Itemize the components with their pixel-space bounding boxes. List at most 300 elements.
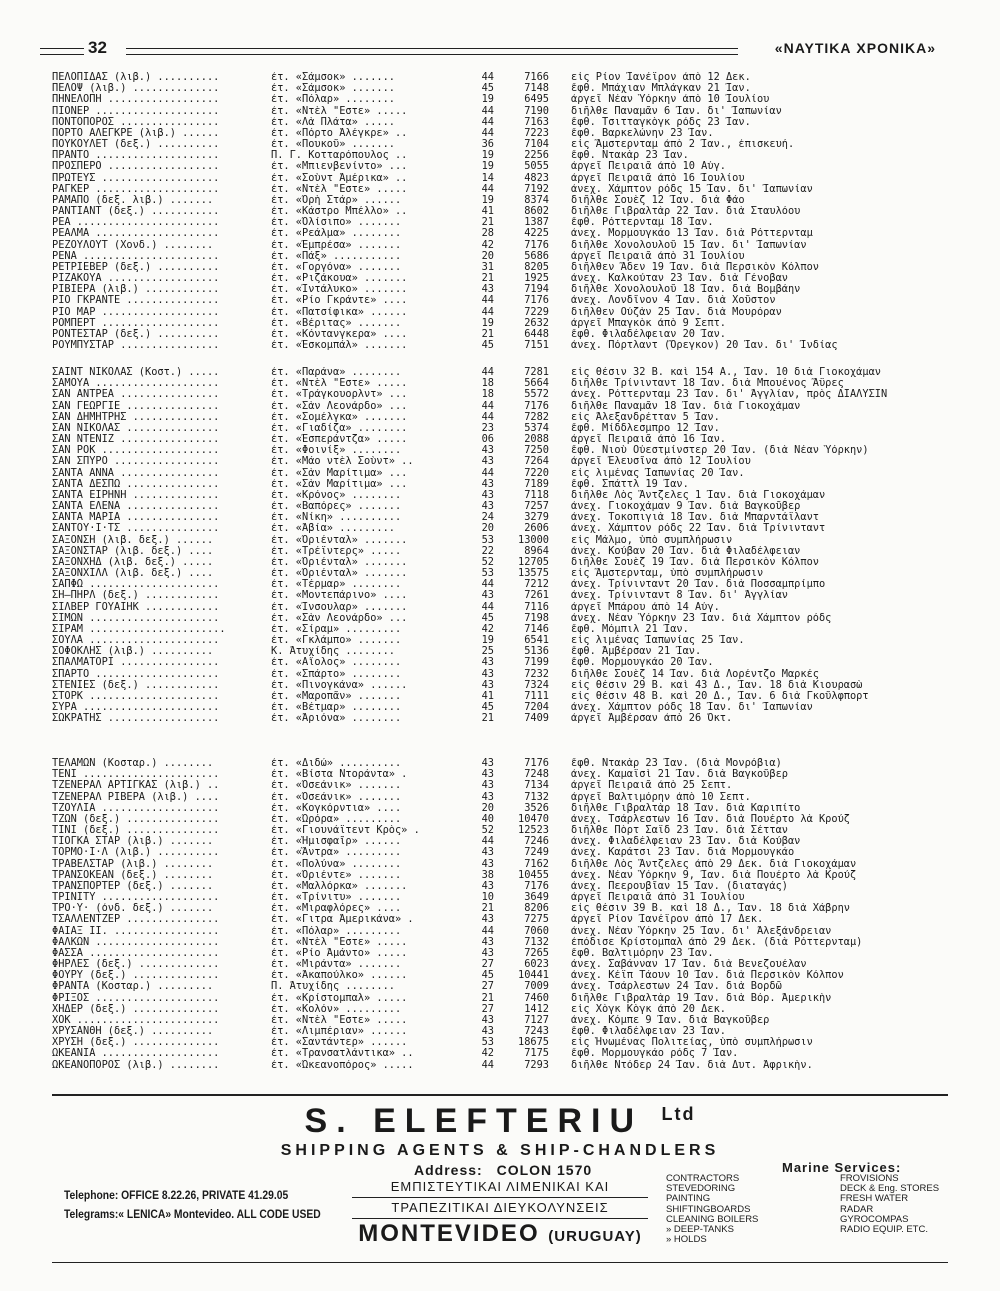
ship-row bbox=[52, 512, 948, 523]
ship-movement: εἰς Ἄμστερνταμ ἀπὸ 2 Ἰαν., ἐπισκευή. bbox=[571, 139, 795, 151]
ship-name: ΣΑΞΟΝΣΤΑΡ (λιβ. δεξ.) .... bbox=[52, 545, 214, 557]
ship-name: ΣΑΝΤΑ ΑΝΝΑ ................ bbox=[52, 467, 220, 479]
ship-dwt: 44 bbox=[481, 467, 494, 479]
ship-name: ΣΑΝΤΟΥ·Ι·ΤΣ ............... bbox=[52, 523, 220, 535]
ship-dwt: 43 bbox=[481, 489, 494, 501]
ship-row bbox=[52, 814, 948, 825]
ship-number: 7132 bbox=[524, 936, 549, 948]
ship-movement: ἀνεχ. Χάμπτον ρόδς 22 Ἰαν. διὰ Τρίνινταντ bbox=[571, 523, 826, 535]
ship-number: 7163 bbox=[524, 116, 549, 128]
ship-name: ΣΑΠΦΩ ..................... bbox=[52, 579, 220, 591]
ship-number: 7232 bbox=[524, 668, 549, 680]
ad-marine-services-title: Marine Services: bbox=[782, 1160, 902, 1175]
ship-movement: διῆλθε Γιβραλτὰρ 22 Ἰαν. διὰ Σταυλόου bbox=[571, 206, 801, 218]
ship-name: ΤΣΑΛΛΕΝΤΖΕΡ ............... bbox=[52, 914, 220, 926]
ship-dwt: 45 bbox=[481, 83, 494, 95]
ship-type: Π. Ἀτυχίδης ........ bbox=[271, 981, 395, 993]
ship-number: 7275 bbox=[524, 914, 549, 926]
ship-movement: εἰς θέσιν 39 Β. καὶ 18 Δ., Ἰαν. 18 διὰ Χάβρην bbox=[571, 903, 850, 915]
ship-number: 1387 bbox=[524, 217, 549, 229]
ship-movement: διῆλθε Παναμᾶν 18 Ἰαν. διὰ Γιοκοχάμαν bbox=[571, 400, 801, 412]
ship-movement: ἔφθ. Μίδδλεσμπρο 12 Ἰαν. bbox=[571, 422, 720, 434]
ship-movement: ἀργεῖ Πειραιᾶ ἀπὸ 16 Ἰουλίου bbox=[571, 172, 745, 184]
ship-movement: ἔφθ. Μορμουγκάο 20 Ἰαν. bbox=[571, 657, 714, 669]
ship-dwt: 31 bbox=[481, 261, 494, 273]
ship-movement: ἀργεῖ Νέαν Ὑόρκην ἀπὸ 10 Ἰουλίου bbox=[571, 94, 770, 106]
ship-movement: διῆλθε Σουὲζ 14 Ἰαν. διὰ Λορέντζο Μαρκές bbox=[571, 668, 819, 680]
ship-name: ΦΡΑΝΤΑ (Κοσταρ.) ......... bbox=[52, 981, 214, 993]
ship-row bbox=[52, 948, 948, 959]
ship-name: ΤΡΑΝΣΠΟΡΤΕΡ (δεξ.) ....... bbox=[52, 880, 214, 892]
ship-movement: ἀνεχ. Χάμπτον ρόδς 18 Ἰαν. δι' Ἰαπωνίαν bbox=[571, 702, 813, 714]
ship-movement: ἀνεχ. Λονδῖνον 4 Ἰαν. διὰ Χοῦστον bbox=[571, 295, 776, 307]
ship-number: 7199 bbox=[524, 657, 549, 669]
ship-name: ΤΕΛΑΜΩΝ (Κοσταρ.) ........ bbox=[52, 758, 214, 769]
ship-type: ἐτ. «Γκλάμπο» ....... bbox=[271, 635, 402, 647]
ship-type: ἐτ. «Αἴολος» ........ bbox=[271, 657, 402, 669]
ship-dwt: 27 bbox=[481, 959, 494, 971]
ship-movement: εἰς Ἀλεξανδρέτταν 5 Ἰαν. bbox=[571, 411, 720, 423]
ship-number: 5664 bbox=[524, 378, 549, 390]
ship-dwt: 42 bbox=[481, 623, 494, 635]
ship-number: 5374 bbox=[524, 422, 549, 434]
ship-row bbox=[52, 836, 948, 847]
ship-name: ΡΑΜΑΠΟ (δεξ. λιβ.) ....... bbox=[52, 194, 214, 206]
ad-city-name: MONTEVIDEO bbox=[358, 1220, 540, 1247]
ship-type: Π. Γ. Κοτταρόπουλος .. bbox=[271, 150, 408, 162]
ship-name: ΧΡΥΣΗ (δεξ.) .............. bbox=[52, 1037, 220, 1049]
ship-number: 7249 bbox=[524, 847, 549, 859]
marine-service-item: RADAR bbox=[840, 1203, 874, 1215]
ship-dwt: 45 bbox=[481, 970, 494, 982]
ship-row bbox=[52, 128, 948, 139]
ship-name: ΤΖΕΝΕΡΑΛ ΑΡΤΙΓΚΑΣ (λιβ.) .. bbox=[52, 780, 220, 792]
ship-row bbox=[52, 1037, 948, 1048]
ship-dwt: 43 bbox=[481, 456, 494, 468]
ship-row bbox=[52, 825, 948, 836]
ship-movement: διῆλθεν Οὐζὰν 25 Ἰαν. διὰ Μουρόραν bbox=[571, 306, 782, 318]
ship-number: 2606 bbox=[524, 523, 549, 535]
marine-service-item: PAINTING bbox=[666, 1193, 711, 1205]
ship-type: ἐτ. «Τέρμαρ» ........ bbox=[271, 579, 402, 591]
ship-dwt: 10 bbox=[481, 892, 494, 904]
ship-name: ΣΟΦΟΚΛΗΣ (λιβ.) .......... bbox=[52, 646, 214, 658]
ship-row bbox=[52, 959, 948, 970]
ship-type: ἐτ. «Ριζάκουα» ....... bbox=[271, 273, 408, 285]
ship-number: 3279 bbox=[524, 512, 549, 524]
ship-dwt: 44 bbox=[481, 925, 494, 937]
ship-number: 18675 bbox=[518, 1037, 549, 1049]
ship-dwt: 36 bbox=[481, 139, 494, 151]
ship-type: ἐτ. «Σπάρτο» ........ bbox=[271, 668, 402, 680]
ship-type: ἐτ. «Πόλαρ» ......... bbox=[271, 925, 402, 937]
ship-number: 1412 bbox=[524, 1003, 549, 1015]
ship-dwt: 44 bbox=[481, 367, 494, 378]
ship-number: 7176 bbox=[524, 295, 549, 307]
ship-movement: ἔφθ. Ρόττερνταμ 18 Ἰαν. bbox=[571, 217, 714, 229]
ship-number: 5572 bbox=[524, 389, 549, 401]
ship-number: 7212 bbox=[524, 579, 549, 591]
ship-type: ἐτ. «Ὀρὴ Στάρ» ...... bbox=[271, 194, 402, 206]
ship-name: ΠΙΟΝΕΡ .................... bbox=[52, 105, 220, 117]
ship-row bbox=[52, 780, 948, 791]
ship-type: ἐτ. «Ὠκεανοπόρος» ..... bbox=[271, 1059, 414, 1071]
ship-row bbox=[52, 859, 948, 870]
ship-dwt: 43 bbox=[481, 758, 494, 769]
ship-name: ΣΑΝΤΑ ΕΙΡΗΝΗ .............. bbox=[52, 489, 220, 501]
ship-number: 7148 bbox=[524, 83, 549, 95]
ship-number: 7116 bbox=[524, 601, 549, 613]
ship-number: 6495 bbox=[524, 94, 549, 106]
ship-movement: διῆλθε Σουὲζ 19 Ἰαν. διὰ Περσικὸν Κόλπον bbox=[571, 556, 819, 568]
ship-dwt: 45 bbox=[481, 612, 494, 624]
ship-type: ἐτ. «Ἐσκομπάλ» ....... bbox=[271, 340, 408, 352]
ship-number: 7265 bbox=[524, 947, 549, 959]
ship-number: 7166 bbox=[524, 72, 549, 83]
ship-movement: διῆλθε Γιβραλτὰρ 18 Ἰαν. διὰ Καριπίτο bbox=[571, 802, 801, 814]
ship-dwt: 44 bbox=[481, 411, 494, 423]
ship-dwt: 23 bbox=[481, 422, 494, 434]
ship-number: 7243 bbox=[524, 1026, 549, 1038]
ship-number: 7176 bbox=[524, 400, 549, 412]
ship-type: ἐτ. «Βέτμαρ» ........ bbox=[271, 702, 402, 714]
ship-row bbox=[52, 568, 948, 579]
ship-number: 8206 bbox=[524, 903, 549, 915]
ship-row bbox=[52, 769, 948, 780]
ship-name: ΣΑΝ ΔΗΜΗΤΡΗΣ .............. bbox=[52, 411, 220, 423]
ship-type: ἐτ. «Σάμσοκ» ....... bbox=[271, 83, 395, 95]
ship-number: 10441 bbox=[518, 970, 549, 982]
ship-number: 2632 bbox=[524, 317, 549, 329]
ship-row bbox=[52, 669, 948, 680]
ship-name: ΡΙΖΑΚΟΥΑ .................. bbox=[52, 273, 220, 285]
ship-name: ΡΙΟ ΜΑΡ ................... bbox=[52, 306, 220, 318]
ship-row bbox=[52, 1004, 948, 1015]
ship-name: ΧΡΥΣΑΝΘΗ (δεξ.) .......... bbox=[52, 1026, 214, 1038]
ship-section-s bbox=[52, 367, 948, 725]
ship-movement: ἀνεχ. Τοκοπιγιὰ 18 Ἰαν. διὰ Μπαρντάϊλαντ bbox=[571, 512, 819, 524]
ship-row bbox=[52, 206, 948, 217]
ship-type: ἐτ. «Ὀσεάνικ» ....... bbox=[271, 780, 402, 792]
ship-dwt: 43 bbox=[481, 769, 494, 781]
ship-type: ἐτ. «Σὰν Λεονάρδο» ... bbox=[271, 400, 408, 412]
ship-movement: ἀργεῖ Μπαγκὸκ ἀπὸ 9 Σεπτ. bbox=[571, 317, 726, 329]
bottom-rule bbox=[52, 1262, 948, 1263]
ship-dwt: 44 bbox=[481, 579, 494, 591]
ship-movement: ἀνεχ. Χάμπτον ρόδς 15 Ἰαν. δι' Ἰαπωνίαν bbox=[571, 183, 813, 195]
ship-number: 4823 bbox=[524, 172, 549, 184]
ad-divider-2 bbox=[352, 1218, 648, 1219]
ship-row bbox=[52, 318, 948, 329]
ship-type: ἐτ. «Φοινίξ» ........ bbox=[271, 445, 402, 457]
ship-dwt: 14 bbox=[481, 172, 494, 184]
ship-dwt: 42 bbox=[481, 1048, 494, 1060]
marine-service-item: CONTRACTORS bbox=[666, 1173, 740, 1184]
ship-number: 7134 bbox=[524, 780, 549, 792]
ship-name: ΤΡΟ·Υ· (ὀνδ. δεξ.) ....... bbox=[52, 903, 214, 915]
ship-dwt: 43 bbox=[481, 679, 494, 691]
ship-dwt: 44 bbox=[481, 127, 494, 139]
ship-type: ἐτ. «Μοντεπάρινο» .... bbox=[271, 590, 408, 602]
ship-row bbox=[52, 83, 948, 94]
ship-type: ἐτ. «Σαντάντερ» ...... bbox=[271, 1037, 408, 1049]
ship-name: ΣΑΞΟΝΣΗ (λιβ. δεξ.) ...... bbox=[52, 534, 214, 546]
ship-dwt: 20 bbox=[481, 523, 494, 535]
ship-row bbox=[52, 378, 948, 389]
ship-movement: ἀνεχ. Πόρτλαντ (Ὄρεγκον) 20 Ἰαν. δι' Ἰνδίας bbox=[571, 340, 838, 352]
ship-row bbox=[52, 546, 948, 557]
ship-number: 7324 bbox=[524, 679, 549, 691]
ship-row bbox=[52, 646, 948, 657]
ship-number: 8205 bbox=[524, 261, 549, 273]
ship-dwt: 19 bbox=[481, 150, 494, 162]
ship-movement: ἀνεχ. Νέαν Ὑόρκην 25 Ἰαν. δι' Ἀλεξάνδρειαν bbox=[571, 925, 832, 937]
ship-name: ΠΡΟΣΠΕΡΟ .................. bbox=[52, 161, 220, 173]
ship-section-t bbox=[52, 758, 948, 1071]
ship-name: ΡΕΝΑ ...................... bbox=[52, 250, 220, 262]
ship-number: 7151 bbox=[524, 340, 549, 352]
ship-movement: εἰς Ἡνωμένας Πολιτείας, ὑπὸ συμπλήρωσιν bbox=[571, 1037, 813, 1049]
ship-name: ΠΕΛΟΠΙΔΑΣ (λιβ.) .......... bbox=[52, 72, 220, 83]
ship-row bbox=[52, 251, 948, 262]
ship-row bbox=[52, 94, 948, 105]
ship-movement: ἀργεῖ Ἐλευσῖνα ἀπὸ 12 Ἰουλίου bbox=[571, 456, 751, 468]
ship-dwt: 44 bbox=[481, 306, 494, 318]
ship-name: ΣΤΕΝΙΕΣ (δεξ.) ............ bbox=[52, 679, 220, 691]
ship-movement: ἀνεχ. Φιλαδέλφειαν 23 Ἰαν. διὰ Κούβαν bbox=[571, 836, 801, 848]
ship-number: 7261 bbox=[524, 590, 549, 602]
ship-number: 13000 bbox=[518, 534, 549, 546]
ship-name: ΤΙΟΓΚΑ ΣΤΑΡ (λιβ.) ....... bbox=[52, 836, 214, 848]
ship-type: ἐτ. «Σὰν Μαρίτιμα» ... bbox=[271, 467, 408, 479]
ship-number: 7118 bbox=[524, 489, 549, 501]
ship-row bbox=[52, 1048, 948, 1059]
ship-type: ἐτ. «Βέριτας» ....... bbox=[271, 317, 402, 329]
ship-type: ἐτ. «Λιμπέριαν» ...... bbox=[271, 1026, 408, 1038]
ship-dwt: 21 bbox=[481, 273, 494, 285]
ship-dwt: 22 bbox=[481, 545, 494, 557]
ship-movement: διῆλθεν Ἄδεν 19 Ἰαν. διὰ Περσικὸν Κόλπον bbox=[571, 261, 819, 273]
ship-number: 7132 bbox=[524, 791, 549, 803]
ship-dwt: 52 bbox=[481, 825, 494, 837]
ship-number: 7220 bbox=[524, 467, 549, 479]
ship-movement: διῆλθε Σουὲζ 12 Ἰαν. διὰ Φάο bbox=[571, 194, 745, 206]
ship-movement: διῆλθε Λὸς Ἄντζελες 1 Ἰαν. διὰ Γιοκοχάμαν bbox=[571, 489, 826, 501]
ship-type: ἐτ. «Ἐμπρέσα» ....... bbox=[271, 239, 402, 251]
ship-type: ἐτ. «Πουκοῦ» ....... bbox=[271, 139, 395, 151]
ship-dwt: 43 bbox=[481, 590, 494, 602]
ship-name: ΣΩΚΡΑΤΗΣ .................. bbox=[52, 713, 220, 725]
ship-type: ἐτ. «Βίστα Ντοράντα» . bbox=[271, 769, 408, 781]
ship-type: ἐτ. «Μπιενβενίντο» ... bbox=[271, 161, 408, 173]
ship-dwt: 44 bbox=[481, 295, 494, 307]
ship-movement: ἀνεχ. Γιοκοχάμαν 9 Ἰαν. διὰ Βαγκοῦβερ bbox=[571, 501, 801, 513]
ship-name: ΧΗΔΕΡ (δεξ.) .............. bbox=[52, 1003, 220, 1015]
ship-type: ἐτ. «Τράγκουορλντ» ... bbox=[271, 389, 408, 401]
ship-type: ἐτ. «Ρίο Γκράντε» .... bbox=[271, 295, 408, 307]
ship-type: ἐτ. «Γιουνάϊτεντ Κρὸς» . bbox=[271, 825, 420, 837]
ship-name: ΡΟΝΤΕΣΤΑΡ (δεξ.) .......... bbox=[52, 328, 220, 340]
ship-type: ἐτ. «Ἰνσουλαρ» ....... bbox=[271, 601, 408, 613]
ship-number: 7192 bbox=[524, 183, 549, 195]
ship-name: ΡΕΑΛΜΑ .................... bbox=[52, 228, 220, 240]
ship-type: ἐτ. «Κάστρο Μπέλλο» .. bbox=[271, 206, 408, 218]
ship-row bbox=[52, 228, 948, 239]
ship-movement: ἔφθ. Τσιτταγκὸγκ ρόδς 23 Ἰαν. bbox=[571, 116, 751, 128]
ship-movement: ἀργεῖ Ἀμβέρσαν ἀπὸ 26 Ὀκτ. bbox=[571, 713, 733, 725]
ship-type: ἐτ. «Κογκόρντια» .... bbox=[271, 802, 402, 814]
ad-address bbox=[414, 1162, 592, 1178]
ship-number: 1925 bbox=[524, 273, 549, 285]
ship-name: ΦΑΣΣΑ ..................... bbox=[52, 947, 220, 959]
ship-name: ΠΟΝΤΟΠΟΡΟΣ ................ bbox=[52, 116, 220, 128]
ship-type: ἐτ. «Ρεάλμα» ........ bbox=[271, 228, 402, 240]
ship-movement: εἰς θέσιν 29 Β. καὶ 43 Δ., Ἰαν. 18 διὰ Κιουρασὼ bbox=[571, 679, 863, 691]
ship-movement: ἀνεχ. Πεερουβῖαν 15 Ἰαν. (διαταγάς) bbox=[571, 880, 788, 892]
ship-name: ΤΡΑΝΣΟΚΕΑΝ (δεξ.) ........ bbox=[52, 869, 214, 881]
ship-dwt: 18 bbox=[481, 389, 494, 401]
ship-type: ἐτ. «Τρέϊντερς» ..... bbox=[271, 545, 402, 557]
ship-dwt: 44 bbox=[481, 72, 494, 83]
ship-number: 7176 bbox=[524, 239, 549, 251]
ship-dwt: 45 bbox=[481, 340, 494, 352]
ship-type: ἐτ. «Κρόνος» ........ bbox=[271, 489, 402, 501]
ship-type: ἐτ. «Ἀριόνα» ........ bbox=[271, 713, 402, 725]
ship-name: ΣΑΙΝΤ ΝΙΚΟΛΑΣ (Κοστ.) ..... bbox=[52, 367, 220, 378]
ad-address-value: COLON 1570 bbox=[496, 1162, 593, 1178]
ship-movement: ἀνεχ. Κόμπε 9 Ἰαν. διὰ Βαγκοῦβερ bbox=[571, 1014, 770, 1026]
ship-movement: ἀνεχ. Τρίνινταντ 8 Ἰαν. δι' Ἀγγλίαν bbox=[571, 590, 788, 602]
ship-name: ΤΙΝΙ (δεξ.) ............... bbox=[52, 825, 220, 837]
ship-type: ἐτ. «Πατσίφικα» ...... bbox=[271, 306, 408, 318]
ship-number: 10470 bbox=[518, 813, 549, 825]
ship-row bbox=[52, 926, 948, 937]
ship-row bbox=[52, 389, 948, 400]
ship-type: ἐτ. «Μάο ντὲλ Σοὺντ» .. bbox=[271, 456, 414, 468]
ship-name: ΣΑΝ ΣΠΥΡΟ ................. bbox=[52, 456, 220, 468]
ship-movement: ἔφθ. Νιοὺ Οὐεστμίνστερ 20 Ἰαν. (διὰ Νέαν Ὑόρκην) bbox=[571, 445, 869, 457]
ship-movement: εἰς λιμένας Ἰαπωνίας 20 Ἰαν. bbox=[571, 467, 745, 479]
ship-number: 7293 bbox=[524, 1059, 549, 1071]
ship-name: ΤΕΝΙ ...................... bbox=[52, 769, 220, 781]
ship-number: 7204 bbox=[524, 702, 549, 714]
ship-movement: ἔφθ. Φιλαδέλφειαν 23 Ἰαν. bbox=[571, 1026, 726, 1038]
ship-number: 7409 bbox=[524, 713, 549, 725]
ship-movement: εἰς λιμένας Ἰαπωνίας 25 Ἰαν. bbox=[571, 635, 745, 647]
ship-number: 7060 bbox=[524, 925, 549, 937]
ship-name: ΣΑΝΤΑ ΜΑΡΙΑ ............... bbox=[52, 512, 220, 524]
ship-number: 6448 bbox=[524, 328, 549, 340]
ship-number: 2256 bbox=[524, 150, 549, 162]
ship-dwt: 42 bbox=[481, 239, 494, 251]
page-header bbox=[40, 38, 940, 62]
ship-dwt: 19 bbox=[481, 317, 494, 329]
marine-service-item: DECK & Eng. STORES bbox=[840, 1183, 940, 1195]
ship-dwt: 19 bbox=[481, 94, 494, 106]
ship-type: ἐτ. «Σάμσοκ» ....... bbox=[271, 72, 395, 83]
ship-name: ΣΑΜΟΥΑ .................... bbox=[52, 378, 220, 390]
ship-number: 3649 bbox=[524, 892, 549, 904]
ship-type: ἐτ. «Μαλλόρκα» ....... bbox=[271, 880, 408, 892]
ship-row bbox=[52, 613, 948, 624]
ship-name: ΣΠΑΡΤΟ .................... bbox=[52, 668, 220, 680]
page-number: 32 bbox=[88, 38, 107, 57]
ship-number: 2088 bbox=[524, 434, 549, 446]
ship-name: ΡΑΝΤΙΑΝΤ (δεξ.) ........... bbox=[52, 206, 220, 218]
ship-row bbox=[52, 981, 948, 992]
ship-name: ΠΟΥΚΟΥΛΕΤ (δεξ.) .......... bbox=[52, 139, 220, 151]
ship-name: ΦΗΡΛΕΣ (δεξ.) ............. bbox=[52, 959, 220, 971]
ship-dwt: 44 bbox=[481, 105, 494, 117]
ship-row bbox=[52, 993, 948, 1004]
ship-name: ΡΕΤΡΙΕΒΕΡ (δεξ.) .......... bbox=[52, 261, 220, 273]
ship-number: 7248 bbox=[524, 769, 549, 781]
ship-dwt: 44 bbox=[481, 836, 494, 848]
ship-movement: ἐπόδισε Κρίστομπαλ ἀπὸ 29 Δεκ. (διὰ Ρόττερνταμ) bbox=[571, 936, 863, 948]
ship-dwt: 53 bbox=[481, 1037, 494, 1049]
ship-name: ΣΑΝΤΑ ΕΛΕΝΑ ............... bbox=[52, 501, 220, 513]
ship-dwt: 27 bbox=[481, 981, 494, 993]
ship-number: 7176 bbox=[524, 758, 549, 769]
ship-row bbox=[52, 161, 948, 172]
ship-name: ΣΑΝ ΝΙΚΟΛΑΣ ............... bbox=[52, 422, 220, 434]
ship-number: 8602 bbox=[524, 206, 549, 218]
ship-dwt: 53 bbox=[481, 568, 494, 580]
ship-dwt: 52 bbox=[481, 556, 494, 568]
ship-row bbox=[52, 523, 948, 534]
ship-movement: διῆλθε Χονολουλοῦ 18 Ἰαν. διὰ Βομβάην bbox=[571, 284, 801, 296]
ship-name: ΤΖΩΝ (δεξ.) ............... bbox=[52, 813, 220, 825]
ship-movement: εἰς Μάλμο, ὑπὸ συμπλήρωσιν bbox=[571, 534, 733, 546]
ship-row bbox=[52, 217, 948, 228]
ship-type: ἐτ. «Διδώ» .......... bbox=[271, 758, 402, 769]
ship-row bbox=[52, 456, 948, 467]
ship-row bbox=[52, 579, 948, 590]
ship-movement: διῆλθε Πὸρτ Σαΐδ 23 Ἰαν. διὰ Σέτταν bbox=[571, 825, 788, 837]
ship-movement: ἔφθ. Μπάχιαν Μπλάγκαν 21 Ἰαν. bbox=[571, 83, 751, 95]
ship-dwt: 20 bbox=[481, 802, 494, 814]
ship-name: ΣΠΑΛΜΑΤΟΡΙ ................ bbox=[52, 657, 220, 669]
advertisement bbox=[52, 1094, 948, 1256]
ship-type: ἐτ. «Ντὲλ "Εστε» ..... bbox=[271, 378, 408, 390]
ship-movement: ἀνεχ. Καράτσι 23 Ἰαν. διὰ Μορμουγκάο bbox=[571, 847, 795, 859]
ship-row bbox=[52, 635, 948, 646]
ship-row bbox=[52, 1060, 948, 1071]
ship-movement: ἀργεῖ Βαλτιμόρην ἀπὸ 10 Σεπτ. bbox=[571, 791, 751, 803]
ship-dwt: 43 bbox=[481, 478, 494, 490]
ship-name: ΣΑΞΟΝΧΙΛΛ (λιβ. δεξ.) .... bbox=[52, 568, 214, 580]
ship-number: 7257 bbox=[524, 501, 549, 513]
ad-telegrams: Telegrams:« LENICA» Montevideo. ALL CODE USED bbox=[64, 1207, 321, 1221]
ship-movement: ἀργεῖ Πειραιᾶ ἀπὸ 16 Ἰαν. bbox=[571, 434, 726, 446]
ship-dwt: 19 bbox=[481, 194, 494, 206]
ship-type: ἐτ. «Πόλαρ» ........ bbox=[271, 94, 395, 106]
ship-type: ἐτ. «Σὰν Λεονάρδο» ... bbox=[271, 612, 408, 624]
ship-row bbox=[52, 1026, 948, 1037]
ship-number: 13575 bbox=[518, 568, 549, 580]
ship-row bbox=[52, 490, 948, 501]
ship-dwt: 21 bbox=[481, 992, 494, 1004]
ship-name: ΩΚΕΑΝΙΑ ................... bbox=[52, 1048, 220, 1060]
ship-movement: ἀνεχ. Σαβάνναν 17 Ἰαν. διὰ Βενεζουέλαν bbox=[571, 959, 807, 971]
ship-movement: εἰς Ἄμστερνταμ, ὑπὸ συμπλήρωσιν bbox=[571, 568, 764, 580]
ship-type: ἐτ. «Ὀριένταλ» ....... bbox=[271, 568, 408, 580]
ad-marine-services-left bbox=[666, 1174, 758, 1245]
ship-dwt: 44 bbox=[481, 601, 494, 613]
ship-dwt: 53 bbox=[481, 534, 494, 546]
ship-name: ΡΟΜΠΕΡΤ ................... bbox=[52, 317, 220, 329]
ship-row bbox=[52, 1015, 948, 1026]
